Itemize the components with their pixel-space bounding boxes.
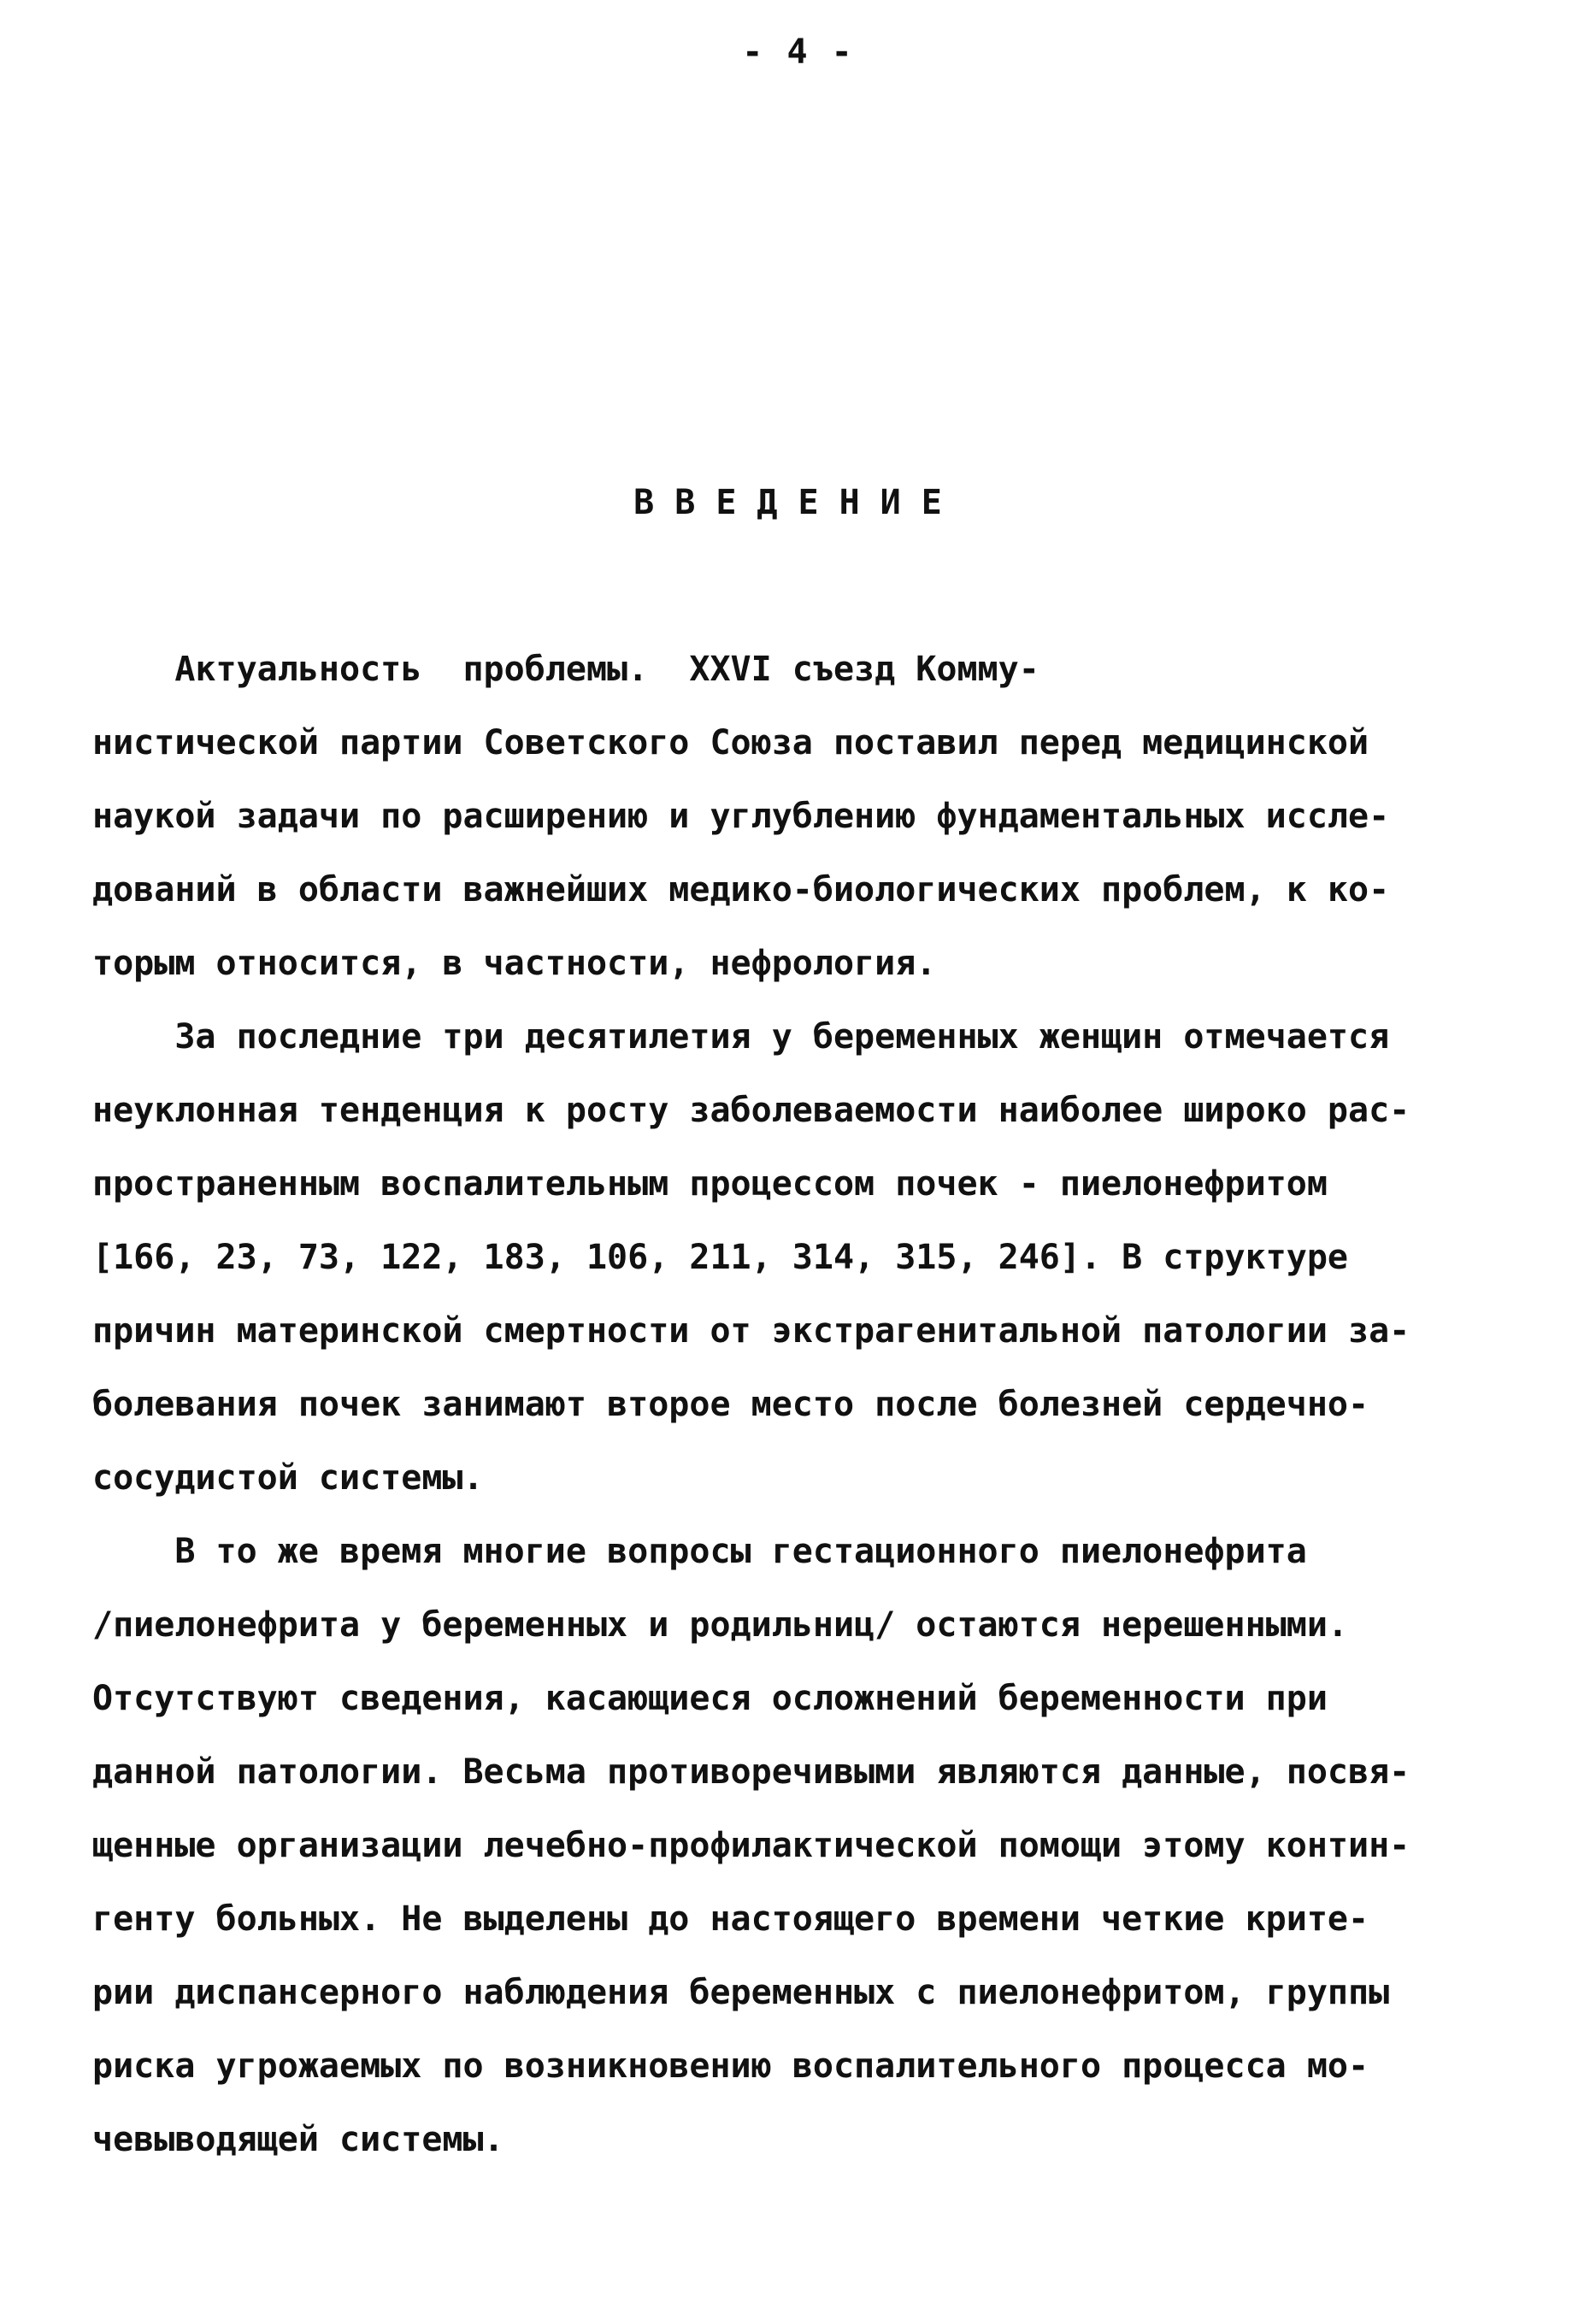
text-line: причин материнской смертности от экстрагенитальной патологии за- <box>92 1311 1410 1351</box>
text-line: чевыводящей системы. <box>92 2120 504 2159</box>
text-line: генту больных. Не выделены до настоящего времени четкие крите- <box>92 1899 1369 1939</box>
text-line: За последние три десятилетия у беременных женщин отмечается <box>92 1017 1390 1057</box>
text-line: данной патологии. Весьма противоречивыми являются данные, посвя- <box>92 1752 1410 1792</box>
body-text <box>92 633 1511 2176</box>
text-line: Актуальность проблемы. XXVI съезд Комму- <box>92 650 1039 689</box>
text-line: В то же время многие вопросы гестационного пиелонефрита <box>92 1532 1307 1571</box>
section-heading: ВВЕДЕНИЕ <box>633 483 963 522</box>
text-line: дований в области важнейших медико-биологических проблем, к ко- <box>92 870 1390 910</box>
text-line: риска угрожаемых по возникновению воспалительного процесса мо- <box>92 2046 1369 2086</box>
text-line: пространенным воспалительным процессом почек - пиелонефритом <box>92 1164 1328 1204</box>
text-line: Отсутствуют сведения, касающиеся осложнений беременности при <box>92 1679 1328 1718</box>
page-number: - 4 - <box>742 32 854 72</box>
text-line: болевания почек занимают второе место после болезней сердечно- <box>92 1385 1369 1424</box>
text-line: неуклонная тенденция к росту заболеваемости наиболее широко рас- <box>92 1091 1410 1130</box>
text-line: рии диспансерного наблюдения беременных с пиелонефритом, группы <box>92 1973 1390 2012</box>
text-line: щенные организации лечебно-профилактической помощи этому контин- <box>92 1826 1410 1865</box>
text-line: [166, 23, 73, 122, 183, 106, 211, 314, 315, 246]. В структуре <box>92 1238 1349 1277</box>
text-line: наукой задачи по расширению и углублению фундаментальных иссле- <box>92 797 1390 836</box>
text-line: нистической партии Советского Союза поставил перед медицинской <box>92 723 1369 762</box>
text-line: /пиелонефрита у беременных и родильниц/ остаются нерешенными. <box>92 1605 1349 1645</box>
text-line: торым относится, в частности, нефрология. <box>92 944 937 983</box>
text-line: сосудистой системы. <box>92 1458 484 1498</box>
